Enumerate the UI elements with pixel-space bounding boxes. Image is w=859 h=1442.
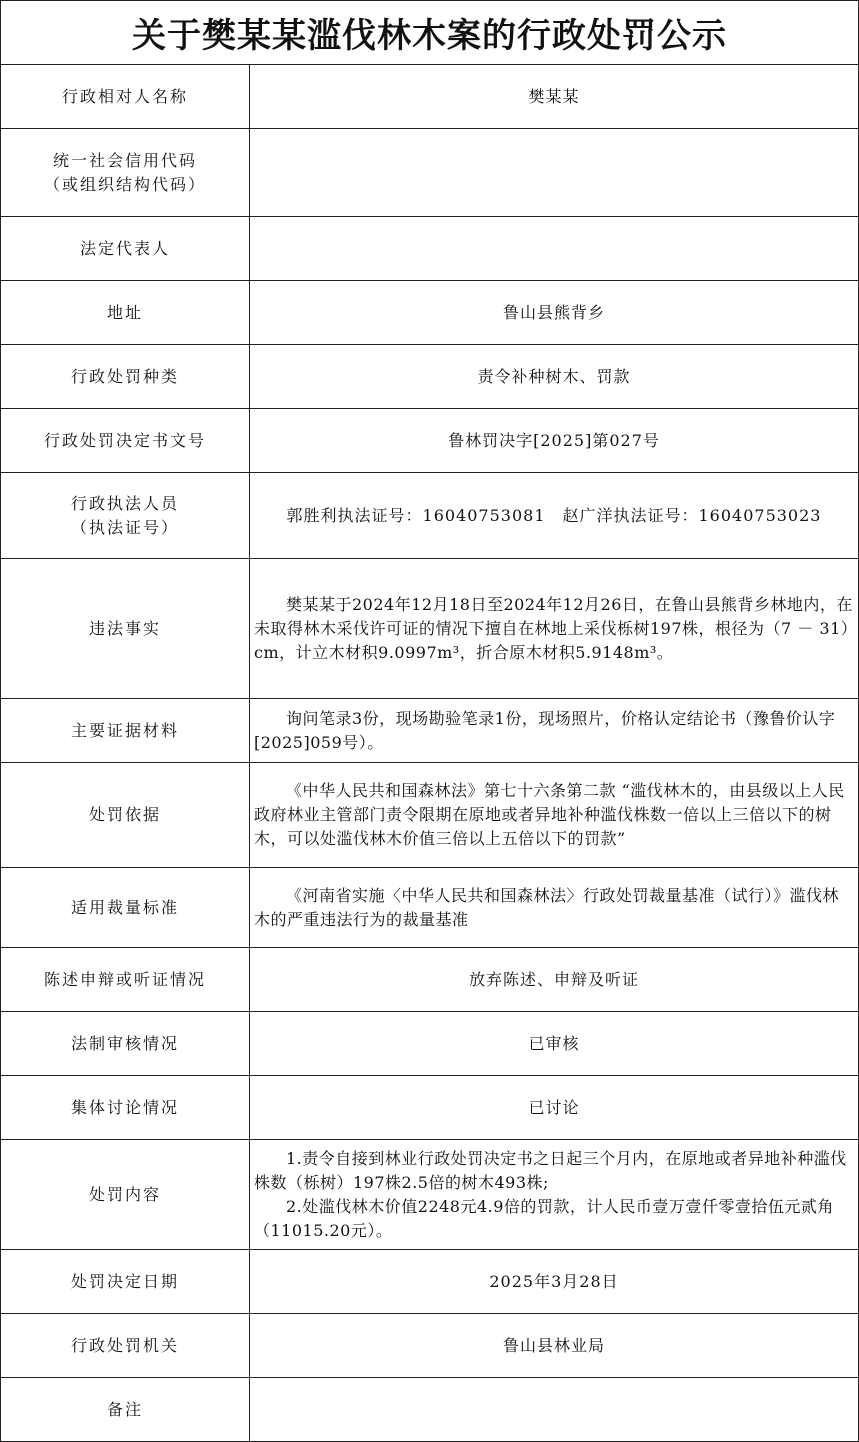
paragraph: 《河南省实施〈中华人民共和国森林法〉行政处罚裁量基准（试行）》滥伐林木的严重违法行为的裁量基准 — [254, 885, 840, 929]
row-value — [250, 1140, 859, 1250]
paragraph: 樊某某于2024年12月18日至2024年12月26日，在鲁山县熊背乡林地内，在未取得林木采伐许可证的情况下擅自在林地上采伐栎树197株，根径为（7 － 31）cm，计立木材积9.0997m³，折合原木材积5.9148m³。 — [254, 594, 853, 662]
table-row — [1, 699, 859, 763]
row-label-line: （或组织结构代码） — [43, 174, 206, 194]
table-row — [1, 217, 859, 281]
paragraph: 询问笔录3份，现场勘验笔录1份，现场照片，价格认定结论书（豫鲁价认字[2025]059号）。 — [254, 708, 836, 752]
table-row — [1, 948, 859, 1012]
row-label: 主要证据材料 — [1, 699, 250, 763]
row-value — [250, 559, 859, 699]
row-label: 行政相对人名称 — [1, 65, 250, 129]
row-value — [250, 217, 859, 281]
row-label: 备注 — [1, 1378, 250, 1442]
table-row — [1, 1378, 859, 1442]
row-label-line: （执法证号） — [70, 517, 179, 537]
row-value: 责令补种树木、罚款 — [250, 345, 859, 409]
row-label: 行政处罚决定书文号 — [1, 409, 250, 473]
row-value: 樊某某 — [250, 65, 859, 129]
row-value — [250, 699, 859, 763]
table-row — [1, 763, 859, 868]
table-row — [1, 281, 859, 345]
table-row — [1, 868, 859, 948]
table-row — [1, 129, 859, 217]
row-value — [250, 868, 859, 948]
table-row — [1, 1314, 859, 1378]
table-row — [1, 345, 859, 409]
row-value: 郭胜利执法证号：16040753081 赵广洋执法证号：16040753023 — [250, 473, 859, 559]
row-label: 法制审核情况 — [1, 1012, 250, 1076]
row-value — [250, 129, 859, 217]
row-label: 集体讨论情况 — [1, 1076, 250, 1140]
table-row — [1, 409, 859, 473]
row-label: 行政处罚机关 — [1, 1314, 250, 1378]
table-row — [1, 1140, 859, 1250]
row-label: 处罚决定日期 — [1, 1250, 250, 1314]
row-value: 鲁山县林业局 — [250, 1314, 859, 1378]
row-value — [250, 763, 859, 868]
row-label — [1, 129, 250, 217]
row-value: 放弃陈述、申辩及听证 — [250, 948, 859, 1012]
row-value: 鲁林罚决字[2025]第027号 — [250, 409, 859, 473]
row-label-line: 行政执法人员 — [70, 493, 179, 513]
page-title: 关于樊某某滥伐林木案的行政处罚公示 — [0, 0, 859, 64]
row-value: 已讨论 — [250, 1076, 859, 1140]
paragraph: 《中华人民共和国森林法》第七十六条第二款 “滥伐林木的，由县级以上人民政府林业主管部门责令限期在原地或者异地补种滥伐株数一倍以上三倍以下的树木，可以处滥伐林木价值三倍以上五倍以下的罚款” — [254, 781, 845, 848]
row-label: 地址 — [1, 281, 250, 345]
table-row — [1, 1250, 859, 1314]
table-row — [1, 65, 859, 129]
table-row — [1, 559, 859, 699]
row-value: 已审核 — [250, 1012, 859, 1076]
row-label-line: 统一社会信用代码 — [52, 150, 197, 170]
row-label — [1, 473, 250, 559]
table-row — [1, 1012, 859, 1076]
paragraph: 2.处滥伐林木价值2248元4.9倍的罚款，计人民币壹万壹仟零壹拾伍元贰角（11015.20元）。 — [254, 1196, 834, 1240]
row-label: 行政处罚种类 — [1, 345, 250, 409]
row-label: 违法事实 — [1, 559, 250, 699]
row-label: 处罚内容 — [1, 1140, 250, 1250]
row-value: 2025年3月28日 — [250, 1250, 859, 1314]
row-label: 处罚依据 — [1, 763, 250, 868]
row-label: 陈述申辩或听证情况 — [1, 948, 250, 1012]
paragraph: 1.责令自接到林业行政处罚决定书之日起三个月内，在原地或者异地补种滥伐株数（栎树）197株2.5倍的树木493株; — [254, 1148, 847, 1192]
row-label: 适用裁量标准 — [1, 868, 250, 948]
table-row — [1, 1076, 859, 1140]
table-row — [1, 473, 859, 559]
penalty-table — [0, 64, 859, 1442]
row-label: 法定代表人 — [1, 217, 250, 281]
row-value — [250, 1378, 859, 1442]
row-value: 鲁山县熊背乡 — [250, 281, 859, 345]
